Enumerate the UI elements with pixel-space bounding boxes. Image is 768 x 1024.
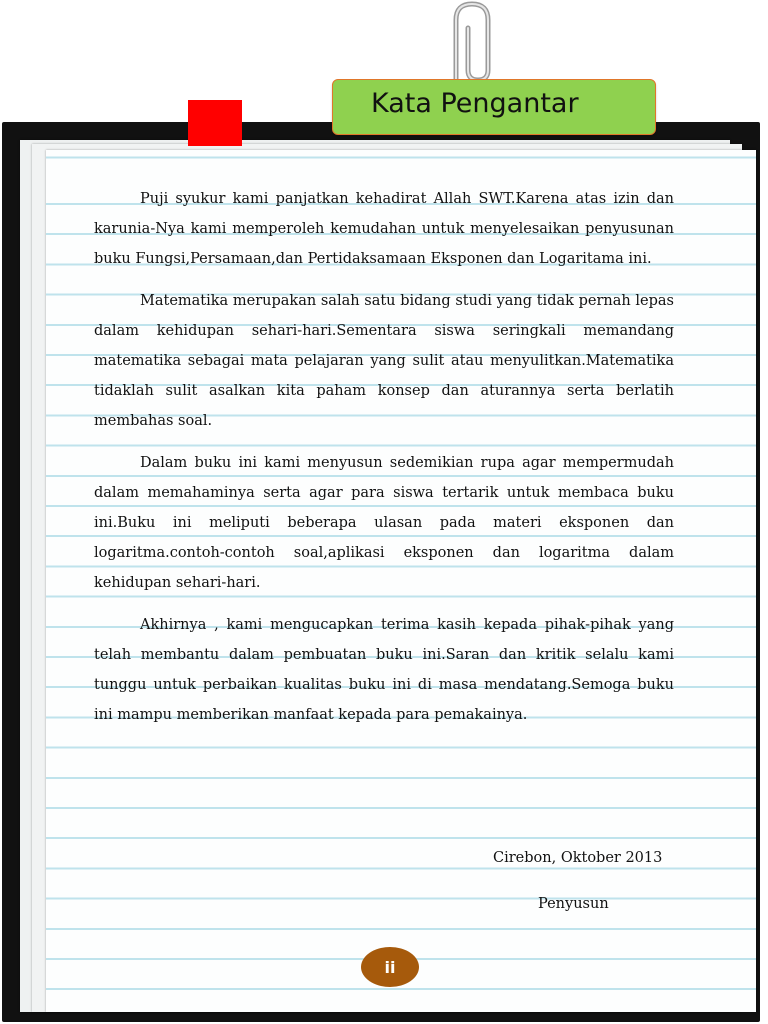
title-tab: [332, 79, 656, 135]
page-number-badge: ii: [361, 947, 419, 987]
paragraph-2: Matematika merupakan salah satu bidang studi yang tidak pernah lepas dalam kehidupan sehari-hari.Sementara siswa seringkali memandang matematika sebagai mata pelajaran yang sulit atau menyulitkan.Matematika tidaklah sulit asalkan kita paham konsep dan aturannya serta berlatih membahas soal.: [94, 293, 674, 429]
paragraph-1: Puji syukur kami panjatkan kehadirat Allah SWT.Karena atas izin dan karunia-Nya kami memperoleh kemudahan untuk menyelesaikan penyusunan buku Fungsi,Persamaan,dan Pertidaksamaan Eksponen dan Logaritama ini.: [94, 191, 674, 267]
red-bookmark-tab: [188, 100, 242, 146]
author-signature: Penyusun: [538, 896, 609, 912]
place-date: Cirebon, Oktober 2013: [493, 850, 663, 866]
paragraph-4: Akhirnya , kami mengucapkan terima kasih kepada pihak-pihak yang telah membantu dalam pembuatan buku ini.Saran dan kritik selalu kami tunggu untuk perbaikan kualitas buku ini di masa mendatang.Semoga buku ini mampu memberikan manfaat kepada para pemakainya.: [94, 617, 674, 723]
body-text: [94, 184, 674, 742]
paragraph-3: Dalam buku ini kami menyusun sedemikian rupa agar mempermudah dalam memahaminya serta agar para siswa tertarik untuk membaca buku ini.Buku ini meliputi beberapa ulasan pada materi eksponen dan logaritma.contoh-contoh soal,aplikasi eksponen dan logaritma dalam kehidupan sehari-hari.: [94, 455, 674, 591]
paper-clip-icon: [426, 0, 506, 86]
page-title: Kata Pengantar: [371, 88, 579, 119]
